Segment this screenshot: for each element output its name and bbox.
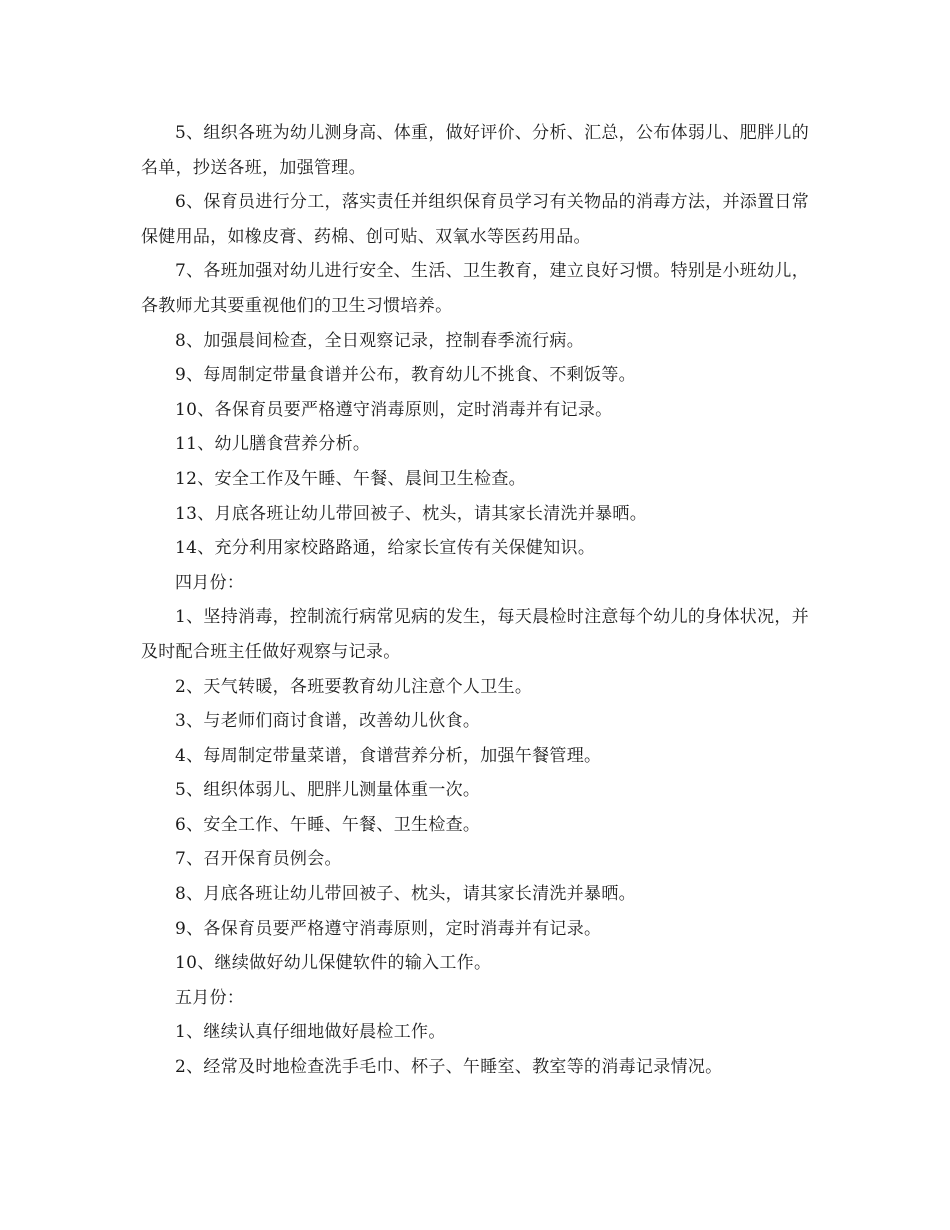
paragraph-april-08: 8、月底各班让幼儿带回被子、枕头，请其家长清洗并暴晒。 [175,884,636,905]
paragraph-april-01: 1、坚持消毒，控制流行病常见病的发生，每天晨检时注意每个幼儿的身体状况，并及时配合班主任做好观察与记录。 [141,607,809,662]
paragraph-april-04: 4、每周制定带量菜谱，食谱营养分析，加强午餐管理。 [175,745,602,766]
paragraph-april-03: 3、与老师们商讨食谱，改善幼儿伙食。 [175,711,481,732]
paragraph-item-11-nutrition: 11、幼儿膳食营养分析。 [175,434,371,455]
paragraph-item-12-safety: 12、安全工作及午睡、午餐、晨间卫生检查。 [175,468,526,489]
paragraph-item-06-division: 6、保育员进行分工，落实责任并组织保育员学习有关物品的消毒方法，并添置日常保健用品，如橡皮膏、药棉、创可贴、双氧水等医药用品。 [141,192,809,247]
paragraph-april-07: 7、召开保育员例会。 [175,849,342,870]
paragraph-april-05: 5、组织体弱儿、肥胖儿测量体重一次。 [175,780,481,801]
paragraph-item-14-parents: 14、充分利用家校路路通，给家长宣传有关保健知识。 [175,538,596,559]
paragraph-item-09-recipe: 9、每周制定带量食谱并公布，教育幼儿不挑食、不剩饭等。 [175,365,636,386]
paragraph-april-06: 6、安全工作、午睡、午餐、卫生检查。 [175,814,481,835]
paragraph-may-01: 1、继续认真仔细地做好晨检工作。 [175,1022,446,1043]
paragraph-item-10-disinfection: 10、各保育员要严格遵守消毒原则，定时消毒并有记录。 [175,399,613,420]
paragraph-item-08-morning-check: 8、加强晨间检查，全日观察记录，控制春季流行病。 [175,330,585,351]
paragraph-may-02: 2、经常及时地检查洗手毛巾、杯子、午睡室、教室等的消毒记录情况。 [175,1057,723,1078]
paragraph-item-07-education: 7、各班加强对幼儿进行安全、生活、卫生教育，建立良好习惯。特别是小班幼儿，各教师尤其要重视他们的卫生习惯培养。 [141,261,809,316]
document-body [141,116,809,1085]
section-heading-april: 四月份： [175,572,245,593]
paragraph-april-02: 2、天气转暖，各班要教育幼儿注意个人卫生。 [175,676,533,697]
paragraph-april-10: 10、继续做好幼儿保健软件的输入工作。 [175,953,492,974]
paragraph-april-09: 9、各保育员要严格遵守消毒原则，定时消毒并有记录。 [175,918,602,939]
paragraph-item-05-measure: 5、组织各班为幼儿测身高、体重，做好评价、分析、汇总，公布体弱儿、肥胖儿的名单，抄送各班，加强管理。 [141,123,809,178]
paragraph-item-13-bedding: 13、月底各班让幼儿带回被子、枕头，请其家长清洗并暴晒。 [175,503,648,524]
section-heading-may: 五月份： [175,987,245,1008]
